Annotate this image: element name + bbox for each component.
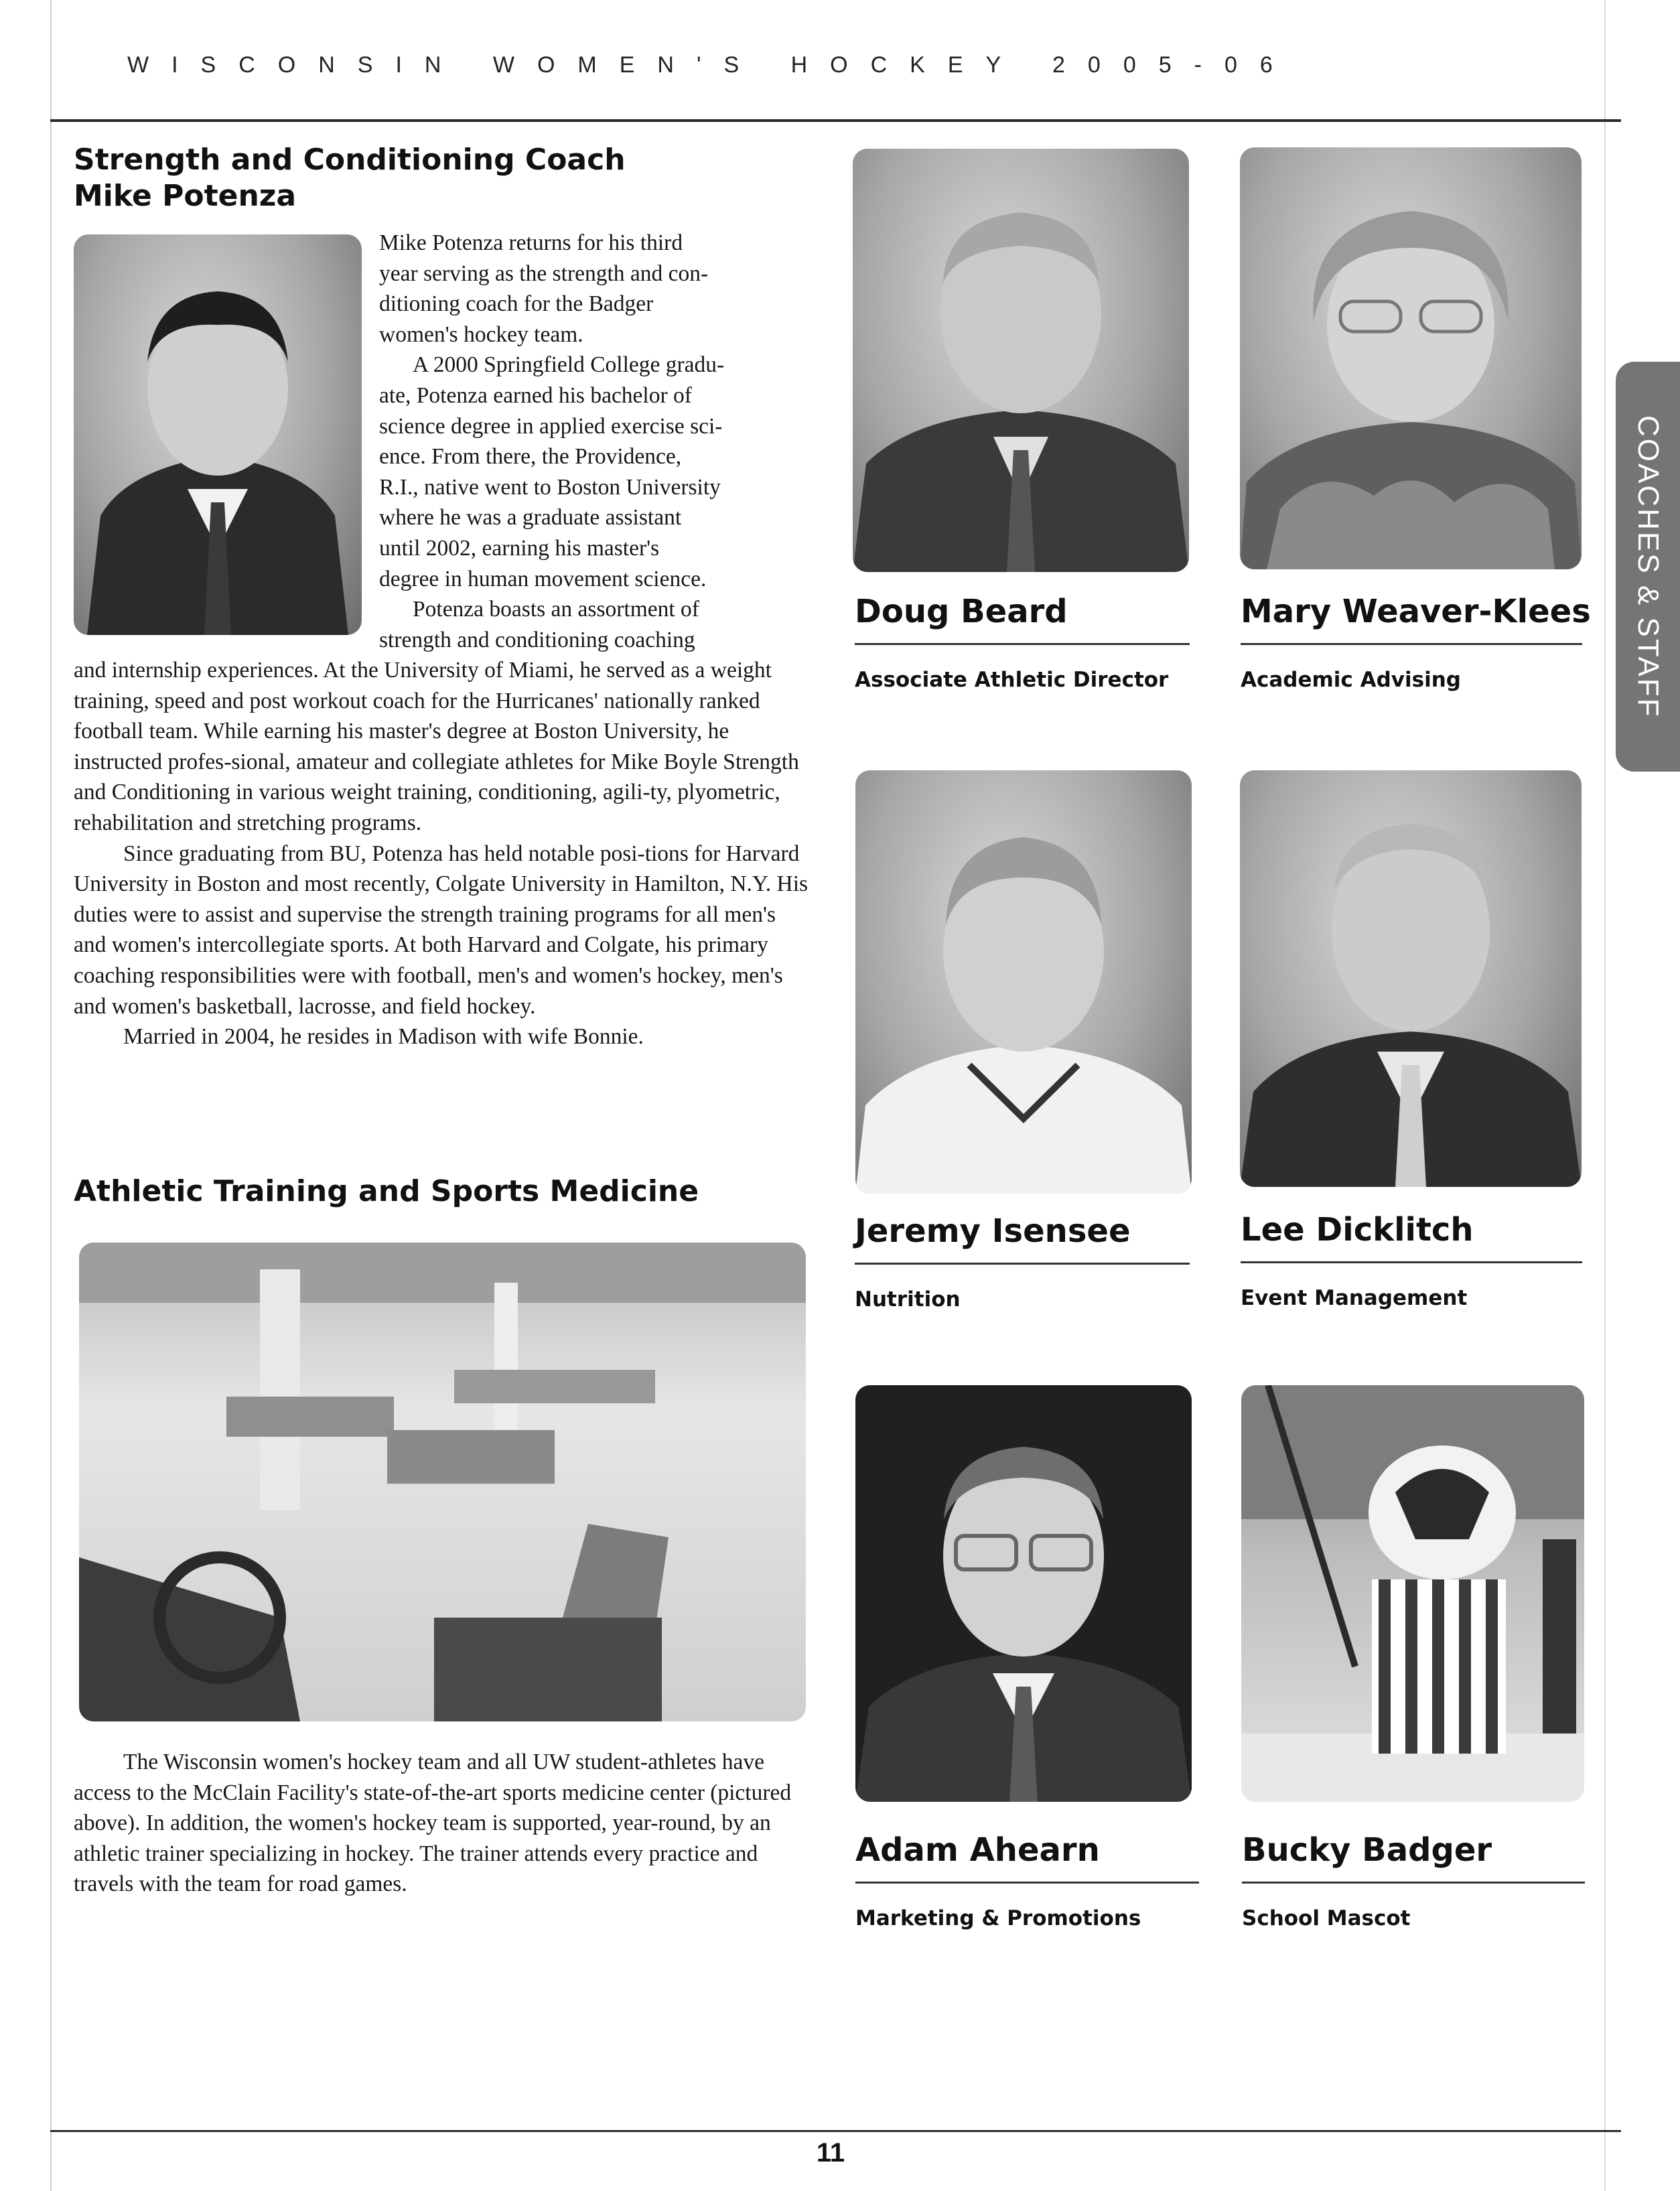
- staff-role: Academic Advising: [1241, 668, 1461, 692]
- potenza-para4: Married in 2004, he resides in Madison with wife Bonnie.: [123, 1024, 644, 1050]
- potenza-title-line2: Mike Potenza: [74, 179, 297, 213]
- potenza-title-line1: Strength and Conditioning Coach: [74, 143, 626, 177]
- athletic-training-body: [74, 1747, 807, 1900]
- staff-photo-jeremy-isensee: [855, 770, 1192, 1194]
- section-tab-label: COACHES & STAFF: [1632, 415, 1665, 719]
- staff-role: School Mascot: [1242, 1906, 1411, 1930]
- footer-rule: [50, 2130, 1621, 2132]
- staff-rule: [855, 1882, 1199, 1884]
- staff-name: Doug Beard: [855, 593, 1068, 630]
- potenza-para2: and internship experiences. At the University of Miami, he served as a weight training, speed and post workout coach for the Hurricanes' nationally ranked football team. While earning his master's degree at Boston University, he instructed profes-sional, amateur and collegiate athletes for Mike Boyle Strength and Conditioning in various weight training, conditioning, agili-ty, plyometric, rehabilitation and stretching programs.: [74, 658, 799, 835]
- staff-photo-lee-dicklitch: [1240, 770, 1582, 1187]
- text-line: A 2000 Springfield College gradu-: [413, 352, 725, 378]
- athletic-training-title: Athletic Training and Sports Medicine: [74, 1174, 699, 1208]
- staff-role: Event Management: [1241, 1286, 1468, 1310]
- text-line: Potenza boasts an assortment of: [413, 597, 699, 622]
- staff-rule: [1241, 643, 1582, 645]
- staff-name: Mary Weaver-Klees: [1241, 593, 1591, 630]
- margin-line-left: [50, 0, 52, 2191]
- staff-name: Lee Dicklitch: [1241, 1211, 1474, 1249]
- text-line: until 2002, earning his master's: [379, 535, 660, 561]
- text-line: where he was a graduate assistant: [379, 505, 682, 531]
- staff-photo-mary-weaver-klees: [1240, 147, 1582, 569]
- margin-line-right: [1604, 0, 1606, 2191]
- potenza-wrap-text: [379, 228, 808, 655]
- running-head: WISCONSIN WOMEN'S HOCKEY 2005-06: [127, 52, 1296, 78]
- staff-name: Jeremy Isensee: [855, 1212, 1131, 1250]
- text-line: Mike Potenza returns for his third: [379, 230, 683, 255]
- staff-photo-bucky-badger: [1241, 1385, 1584, 1802]
- header-rule: [50, 119, 1621, 122]
- potenza-para3: Since graduating from BU, Potenza has held notable posi-tions for Harvard University in Boston and most recently, Colgate University in Hamilton, N.Y. His duties were to assist and supervise the strength training programs for all men's and women's intercollegiate sports. At both Harvard and Colgate, his primary coaching responsibilities were with football, men's and women's hockey, men's and women's basketball, lacrosse, and field hockey.: [74, 841, 809, 1019]
- staff-photo-doug-beard: [853, 149, 1189, 572]
- page-number: 11: [816, 2138, 845, 2168]
- text-line: ate, Potenza earned his bachelor of: [379, 382, 692, 408]
- potenza-body: [74, 655, 811, 1052]
- athletic-training-para: The Wisconsin women's hockey team and all UW student-athletes have access to the McClain Facility's state-of-the-art sports medicine center (pictured above). In addition, the women's hockey team is supported, year-round, by an athletic trainer specializing in hockey. The trainer attends every practice and travels with the team for road games.: [74, 1750, 792, 1897]
- potenza-photo: [74, 234, 362, 635]
- training-room-photo: [79, 1243, 806, 1721]
- staff-rule: [855, 1263, 1190, 1265]
- text-line: science degree in applied exercise sci-: [379, 413, 723, 439]
- text-line: degree in human movement science.: [379, 566, 707, 591]
- staff-name: Bucky Badger: [1242, 1831, 1492, 1869]
- section-tab: [1616, 362, 1680, 772]
- text-line: ence. From there, the Providence,: [379, 444, 682, 470]
- text-line: ditioning coach for the Badger: [379, 291, 654, 317]
- text-line: R.I., native went to Boston University: [379, 474, 721, 500]
- staff-role: Associate Athletic Director: [855, 668, 1169, 692]
- text-line: women's hockey team.: [379, 322, 583, 347]
- text-line: strength and conditioning coaching: [379, 627, 695, 652]
- text-line: year serving as the strength and con-: [379, 261, 709, 286]
- staff-role: Marketing & Promotions: [855, 1906, 1141, 1930]
- staff-rule: [855, 643, 1190, 645]
- staff-role: Nutrition: [855, 1287, 961, 1312]
- staff-rule: [1241, 1261, 1582, 1263]
- staff-photo-adam-ahearn: [855, 1385, 1192, 1802]
- staff-rule: [1242, 1882, 1585, 1884]
- staff-name: Adam Ahearn: [855, 1831, 1100, 1869]
